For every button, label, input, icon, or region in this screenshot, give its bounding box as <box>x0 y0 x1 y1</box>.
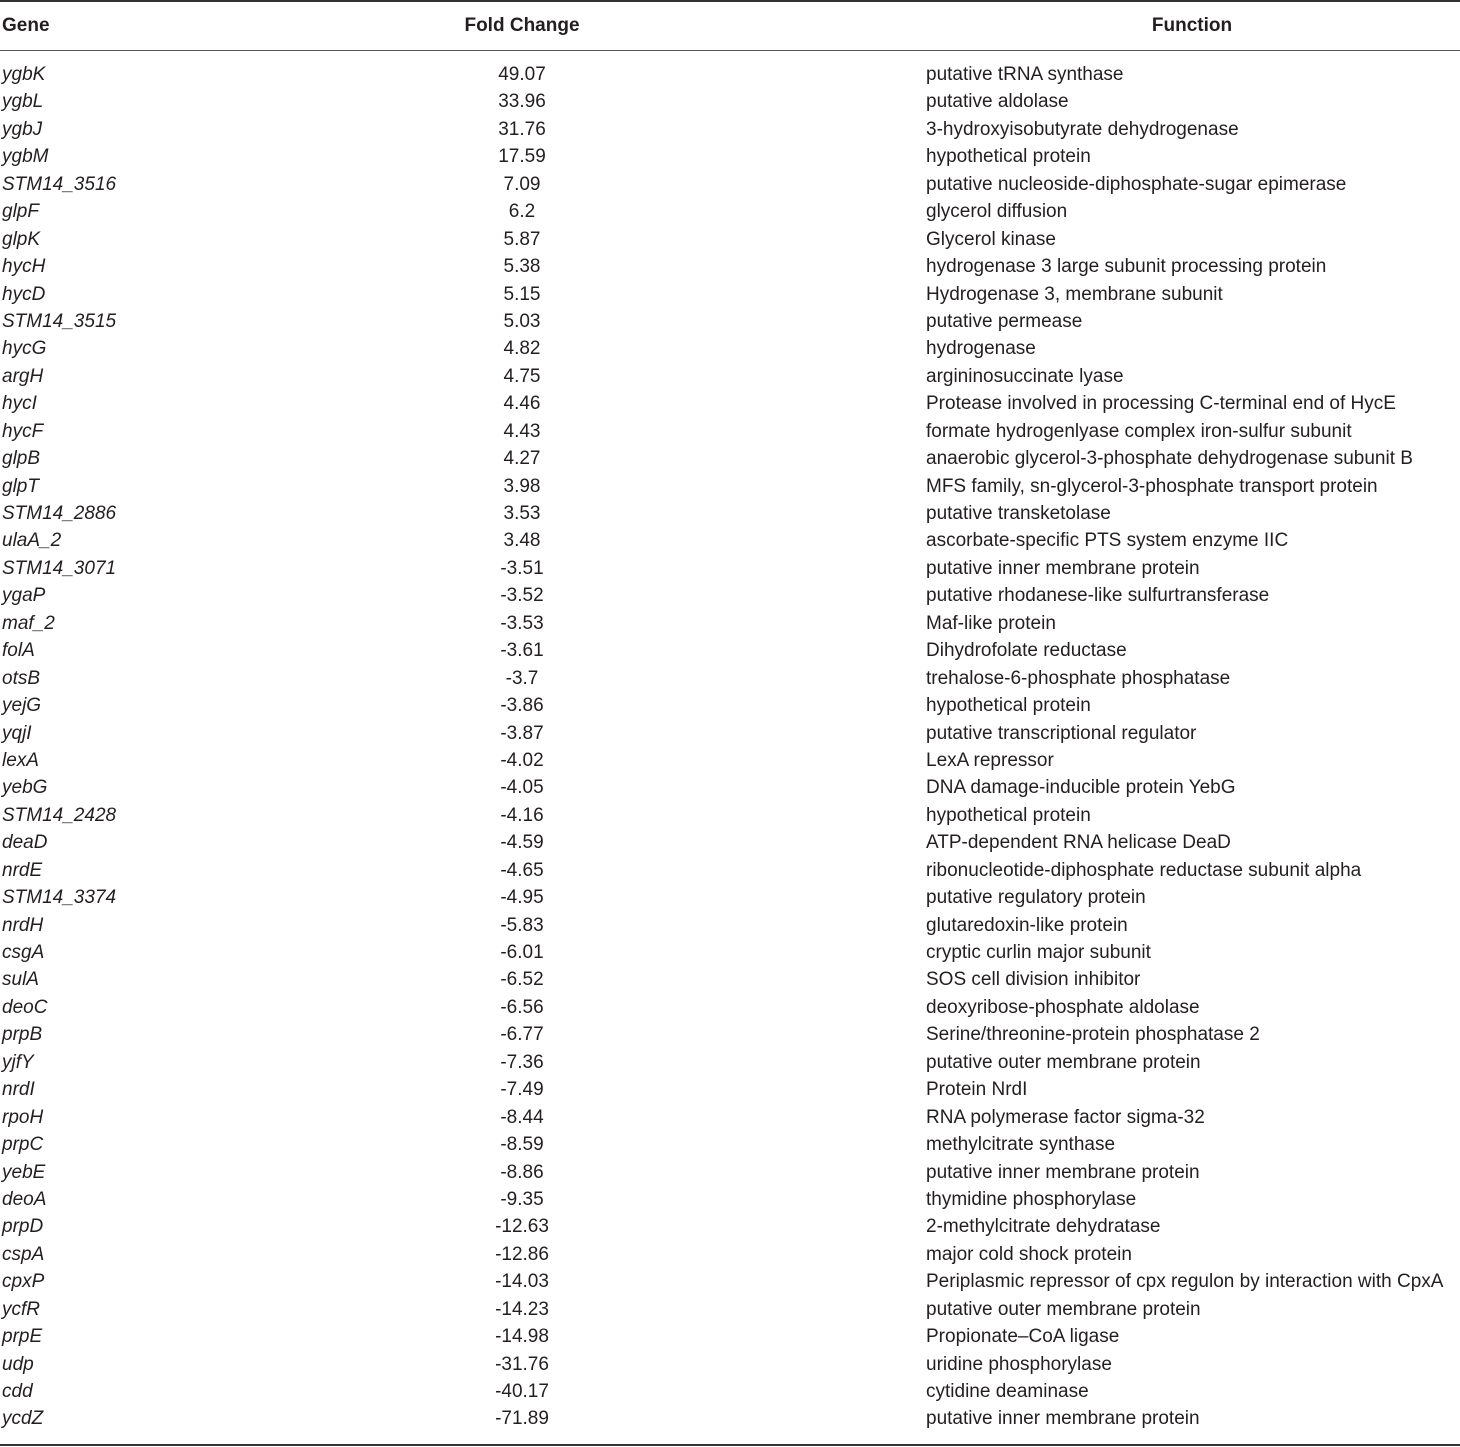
table-row <box>0 885 1460 912</box>
table-row <box>0 446 1460 473</box>
fold-change-cell: -4.65 <box>500 859 544 881</box>
function-cell: 2-methylcitrate dehydratase <box>926 1216 1161 1238</box>
header-rule <box>0 50 1460 51</box>
fold-change-cell: -3.61 <box>500 640 544 662</box>
fold-change-cell: -71.89 <box>495 1408 549 1430</box>
table-row <box>0 666 1460 693</box>
table-row <box>0 611 1460 638</box>
table-row <box>0 693 1460 720</box>
table-row <box>0 144 1460 171</box>
gene-cell: hycF <box>2 420 44 442</box>
fold-change-cell: -40.17 <box>495 1381 549 1402</box>
gene-cell: yejG <box>2 695 42 717</box>
function-cell: Dihydrofolate reductase <box>926 640 1127 662</box>
fold-change-cell: 4.46 <box>503 393 541 415</box>
table-row <box>0 1105 1460 1132</box>
table-row <box>0 1324 1460 1351</box>
table-row <box>0 282 1460 309</box>
table-row <box>0 474 1460 501</box>
fold-change-cell: 49.07 <box>498 64 546 85</box>
table-row <box>0 336 1460 363</box>
bottom-rule <box>0 1444 1460 1446</box>
fold-change-cell: 4.75 <box>503 365 541 387</box>
gene-cell: rpoH <box>2 1106 44 1128</box>
table-row <box>0 501 1460 528</box>
fold-change-cell: -14.23 <box>495 1298 549 1320</box>
function-cell: glycerol diffusion <box>926 201 1068 223</box>
fold-change-cell: 5.15 <box>503 283 541 305</box>
function-cell: SOS cell division inhibitor <box>926 969 1141 991</box>
fold-change-cell: -8.44 <box>500 1106 544 1128</box>
function-cell: Glycerol kinase <box>926 228 1056 250</box>
function-cell: putative tRNA synthase <box>926 64 1124 85</box>
gene-cell: ygbM <box>2 146 49 168</box>
table-row <box>0 1406 1460 1433</box>
gene-cell: STM14_3516 <box>2 173 117 195</box>
fold-change-cell: 31.76 <box>498 118 546 140</box>
function-cell: cytidine deaminase <box>926 1381 1089 1402</box>
function-cell: putative inner membrane protein <box>926 1408 1200 1430</box>
fold-change-cell: -3.86 <box>500 695 544 717</box>
fold-change-cell: 5.87 <box>503 228 541 250</box>
function-cell: putative transcriptional regulator <box>926 722 1197 744</box>
table-row <box>0 1242 1460 1269</box>
function-cell: Hydrogenase 3, membrane subunit <box>926 283 1223 305</box>
table-row <box>0 1077 1460 1104</box>
fold-change-cell: 17.59 <box>498 146 546 168</box>
function-cell: Protein NrdI <box>926 1079 1028 1101</box>
gene-cell: yebG <box>2 777 48 799</box>
table-row <box>0 1352 1460 1379</box>
function-cell: DNA damage-inducible protein YebG <box>926 777 1236 799</box>
fold-change-cell: -9.35 <box>500 1188 544 1210</box>
function-cell: putative nucleoside-diphosphate-sugar epimerase <box>926 173 1347 195</box>
gene-cell: cdd <box>2 1381 33 1402</box>
fold-change-cell: -14.98 <box>495 1326 549 1348</box>
fold-change-cell: -6.77 <box>500 1024 544 1046</box>
function-cell: cryptic curlin major subunit <box>926 942 1151 963</box>
fold-change-cell: -4.02 <box>500 749 544 771</box>
fold-change-cell: -3.51 <box>500 557 544 579</box>
function-cell: ribonucleotide-diphosphate reductase subunit alpha <box>926 859 1362 881</box>
fold-change-cell: -3.87 <box>500 722 544 744</box>
function-cell: formate hydrogenlyase complex iron-sulfur subunit <box>926 420 1352 442</box>
function-cell: argininosuccinate lyase <box>926 365 1124 387</box>
fold-change-cell: 7.09 <box>503 173 541 195</box>
function-cell: MFS family, sn-glycerol-3-phosphate transport protein <box>926 475 1378 497</box>
function-cell: 3-hydroxyisobutyrate dehydrogenase <box>926 118 1239 140</box>
function-cell: uridine phosphorylase <box>926 1353 1112 1375</box>
table-row <box>0 89 1460 116</box>
function-cell: putative outer membrane protein <box>926 1298 1201 1320</box>
gene-cell: nrdE <box>2 859 43 881</box>
function-cell: hydrogenase <box>926 338 1036 360</box>
gene-cell: folA <box>2 640 35 662</box>
table-row <box>0 1050 1460 1077</box>
fold-change-cell: -14.03 <box>495 1271 549 1293</box>
header-function: Function <box>1151 15 1233 36</box>
fold-change-cell: -3.52 <box>500 585 544 607</box>
table-row <box>0 638 1460 665</box>
fold-change-cell: 5.03 <box>503 310 541 332</box>
function-cell: Maf-like protein <box>926 612 1056 634</box>
table-row <box>0 227 1460 254</box>
gene-cell: ycfR <box>2 1298 40 1320</box>
table-row <box>0 528 1460 555</box>
gene-cell: nrdH <box>2 914 44 936</box>
gene-cell: ycdZ <box>2 1408 44 1430</box>
function-cell: major cold shock protein <box>926 1243 1132 1265</box>
fold-change-cell: -8.59 <box>500 1134 544 1156</box>
fold-change-cell: 3.53 <box>503 503 541 524</box>
gene-cell: deaD <box>2 832 48 854</box>
gene-cell: otsB <box>2 667 41 689</box>
gene-cell: ygbL <box>2 91 44 113</box>
function-cell: Periplasmic repressor of cpx regulon by interaction with CpxA <box>926 1271 1444 1293</box>
table-row <box>0 995 1460 1022</box>
table-row <box>0 967 1460 994</box>
gene-cell: hycI <box>2 393 37 415</box>
function-cell: hydrogenase 3 large subunit processing protein <box>926 256 1327 278</box>
function-cell: deoxyribose-phosphate aldolase <box>926 996 1200 1018</box>
gene-cell: ygaP <box>2 585 46 607</box>
gene-cell: udp <box>2 1353 34 1375</box>
gene-cell: nrdI <box>2 1079 35 1101</box>
table-row <box>0 364 1460 391</box>
fold-change-cell: -12.86 <box>495 1243 549 1265</box>
gene-cell: ygbJ <box>2 118 43 140</box>
gene-cell: cspA <box>2 1243 45 1265</box>
function-cell: Propionate–CoA ligase <box>926 1326 1120 1348</box>
function-cell: trehalose-6-phosphate phosphatase <box>926 667 1231 689</box>
table-row <box>0 62 1460 89</box>
gene-cell: ygbK <box>2 64 46 85</box>
function-cell: LexA repressor <box>926 749 1054 771</box>
function-cell: methylcitrate synthase <box>926 1134 1116 1156</box>
gene-cell: STM14_2886 <box>2 503 117 524</box>
gene-cell: STM14_2428 <box>2 804 117 826</box>
function-cell: ATP-dependent RNA helicase DeaD <box>926 832 1231 854</box>
table-row <box>0 172 1460 199</box>
function-cell: Protease involved in processing C-terminal end of HycE <box>926 393 1396 415</box>
gene-cell: lexA <box>2 749 39 771</box>
fold-change-cell: 5.38 <box>503 256 541 278</box>
table-row <box>0 117 1460 144</box>
fold-change-cell: -3.53 <box>500 612 544 634</box>
fold-change-cell: -4.05 <box>500 777 544 799</box>
table-row <box>0 913 1460 940</box>
fold-change-cell: 6.2 <box>508 201 536 223</box>
gene-cell: STM14_3515 <box>2 310 117 332</box>
table-row <box>0 748 1460 775</box>
fold-change-cell: 3.48 <box>503 530 541 552</box>
table-row <box>0 1214 1460 1241</box>
table-row <box>0 1022 1460 1049</box>
gene-cell: STM14_3374 <box>2 887 117 909</box>
gene-cell: maf_2 <box>2 612 55 634</box>
fold-change-cell: -7.36 <box>500 1051 544 1073</box>
fold-change-cell: -12.63 <box>495 1216 549 1238</box>
fold-change-cell: -6.56 <box>500 996 544 1018</box>
table-header <box>0 0 1460 50</box>
fold-change-cell: -4.16 <box>500 804 544 826</box>
table-row <box>0 556 1460 583</box>
fold-change-cell: -31.76 <box>495 1353 549 1375</box>
function-cell: Serine/threonine-protein phosphatase 2 <box>926 1024 1260 1046</box>
gene-cell: glpT <box>2 475 39 497</box>
function-cell: hypothetical protein <box>926 804 1091 826</box>
function-cell: putative permease <box>926 310 1083 332</box>
function-cell: RNA polymerase factor sigma-32 <box>926 1106 1205 1128</box>
fold-change-cell: -3.7 <box>505 667 539 689</box>
table-row <box>0 775 1460 802</box>
table-body <box>0 62 1460 1434</box>
function-cell: hypothetical protein <box>926 146 1091 168</box>
function-cell: putative outer membrane protein <box>926 1051 1201 1073</box>
table-row <box>0 858 1460 885</box>
gene-cell: yjfY <box>2 1051 34 1073</box>
table-row <box>0 803 1460 830</box>
fold-change-cell: -6.01 <box>500 942 544 963</box>
gene-cell: hycD <box>2 283 46 305</box>
table-row <box>0 1187 1460 1214</box>
fold-change-cell: 4.82 <box>503 338 541 360</box>
function-cell: putative transketolase <box>926 503 1111 524</box>
gene-cell: prpC <box>2 1134 44 1156</box>
gene-cell: deoC <box>2 996 48 1018</box>
gene-cell: glpK <box>2 228 41 250</box>
function-cell: putative inner membrane protein <box>926 1161 1200 1183</box>
fold-change-cell: -4.95 <box>500 887 544 909</box>
gene-cell: argH <box>2 365 44 387</box>
gene-cell: ulaA_2 <box>2 530 62 552</box>
gene-cell: yebE <box>2 1161 46 1183</box>
gene-cell: deoA <box>2 1188 47 1210</box>
gene-cell: glpB <box>2 448 41 470</box>
function-cell: putative inner membrane protein <box>926 557 1200 579</box>
table-row <box>0 1160 1460 1187</box>
fold-change-cell: 4.43 <box>503 420 541 442</box>
gene-cell: sulA <box>2 969 39 991</box>
table-row <box>0 1132 1460 1159</box>
header-fold-change: Fold Change <box>464 15 580 36</box>
function-cell: ascorbate-specific PTS system enzyme IIC <box>926 530 1289 552</box>
function-cell: putative rhodanese-like sulfurtransferase <box>926 585 1270 607</box>
table-row <box>0 1269 1460 1296</box>
fold-change-cell: 33.96 <box>498 91 546 113</box>
table-row <box>0 583 1460 610</box>
gene-cell: prpB <box>2 1024 43 1046</box>
table-row <box>0 1379 1460 1406</box>
gene-cell: prpE <box>2 1326 43 1348</box>
table-row <box>0 391 1460 418</box>
gene-cell: yqjI <box>2 722 32 744</box>
gene-cell: prpD <box>2 1216 44 1238</box>
table-row <box>0 309 1460 336</box>
fold-change-cell: 4.27 <box>503 448 541 470</box>
fold-change-cell: -8.86 <box>500 1161 544 1183</box>
gene-cell: hycH <box>2 256 46 278</box>
fold-change-cell: -4.59 <box>500 832 544 854</box>
fold-change-cell: -6.52 <box>500 969 544 991</box>
function-cell: hypothetical protein <box>926 695 1091 717</box>
gene-cell: STM14_3071 <box>2 557 117 579</box>
table-row <box>0 830 1460 857</box>
function-cell: glutaredoxin-like protein <box>926 914 1128 936</box>
function-cell: putative regulatory protein <box>926 887 1146 909</box>
table-row <box>0 1297 1460 1324</box>
table-row <box>0 419 1460 446</box>
table-row <box>0 940 1460 967</box>
function-cell: putative aldolase <box>926 91 1069 113</box>
table-row <box>0 199 1460 226</box>
fold-change-cell: -5.83 <box>500 914 544 936</box>
fold-change-cell: 3.98 <box>503 475 541 497</box>
gene-cell: hycG <box>2 338 47 360</box>
fold-change-cell: -7.49 <box>500 1079 544 1101</box>
gene-cell: csgA <box>2 942 45 963</box>
gene-cell: cpxP <box>2 1271 45 1293</box>
function-cell: thymidine phosphorylase <box>926 1188 1137 1210</box>
table-row <box>0 721 1460 748</box>
table-row <box>0 254 1460 281</box>
gene-cell: glpF <box>2 201 39 223</box>
header-gene: Gene <box>2 15 50 36</box>
function-cell: anaerobic glycerol-3-phosphate dehydrogenase subunit B <box>926 448 1413 470</box>
